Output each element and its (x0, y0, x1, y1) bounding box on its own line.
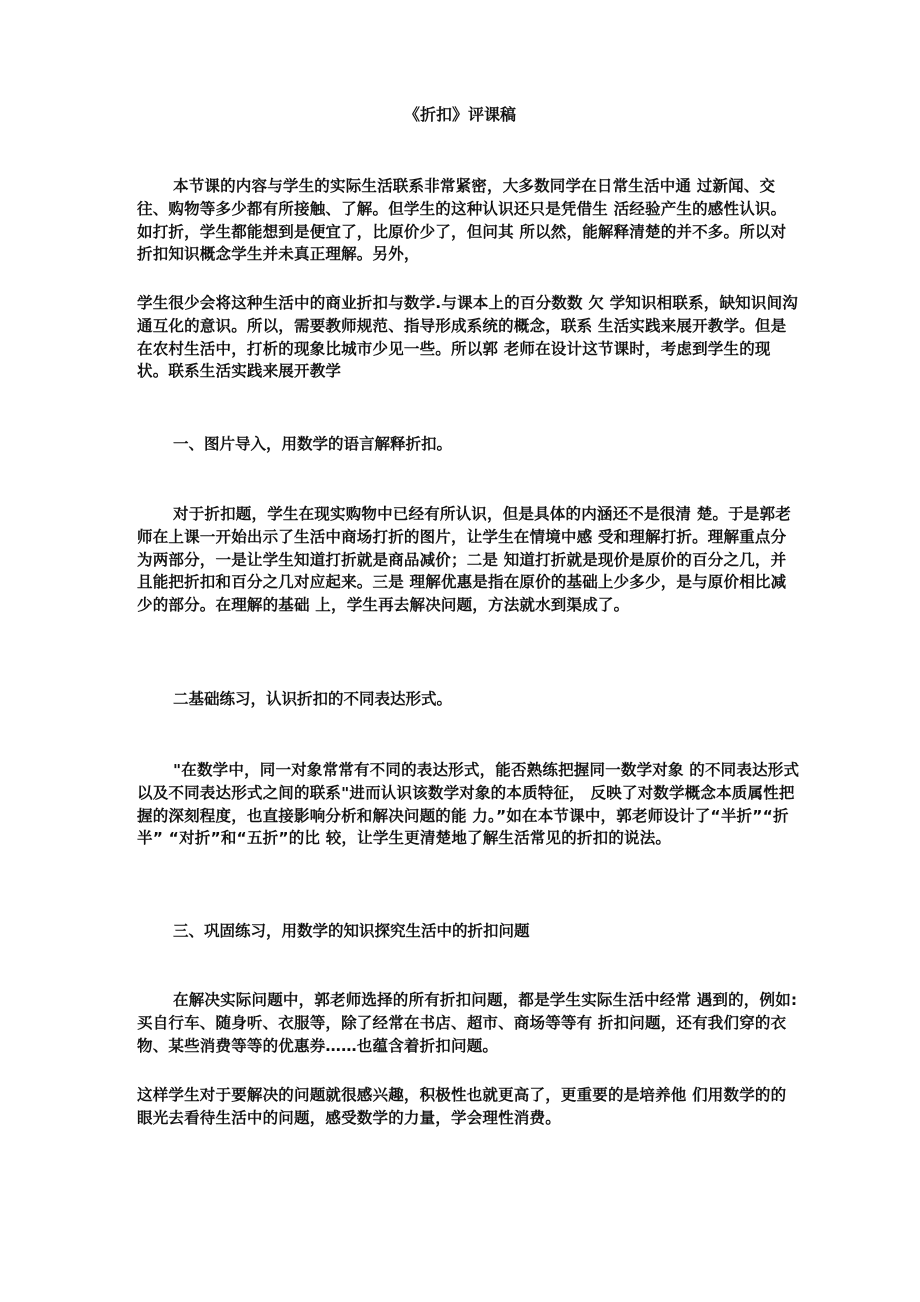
document-title: 《折扣》评课稿 (403, 105, 516, 124)
paragraph-section-1: 对于折扣题，学生在现实购物中已经有所认识，但是具体的内涵还不是很清 楚。于是郭老师在上课一开始出示了生活中商场打折的图片，让学生在情境中感 受和理解打折。理解重点分为两部分，一是让学生知道打折就是商品减价；二是 知道打折就是现价是原价的百分之几，并且能把折扣和百分之几对应起来。三是 理解优惠是指在原价的基础上少多少，是与原价相比减少的部分。在理解的基础 上，学生再去解决问题，方法就水到渠成了。 (137, 505, 791, 615)
paragraph-intro-continued: 学生很少会将这种生活中的商业折扣与数学.与课本上的百分数数 欠 学知识相联系，缺知识间沟通互化的意识。所以，需要教师规范、指导形成系统的概念，联系 生活实践来展开教学。但是在农村生活中，打析的现象比城市少见一些。所以郭 老师在设计这节课时，考虑到学生的现状。联系生活实践来展开教学 (137, 294, 798, 381)
paragraph-conclusion: 这样学生对于要解决的问题就很感兴趣，积极性也就更高了，更重要的是培养他 们用数学的的眼光去看待生活中的问题，感受数学的力量，学会理性消费。 (137, 1086, 787, 1127)
paragraph-section-2: "在数学中，同一对象常常有不同的表达形式，能否熟练把握同一数学对象 的不同表达形式以及不同表达形式之间的联系"进而认识该数学对象的本质特征， 反映了对数学概念本质属性把握的深刻程度，也直接影响分析和解决问题的能 力。”如在本节课中，郭老师设计了“半折”“折半” “对折”和“五折”的比 较，让学生更清楚地了解生活常见的折扣的说法。 (137, 761, 800, 848)
section-heading-3: 三、巩固练习，用数学的知识探究生活中的折扣问题 (173, 922, 530, 940)
paragraph-section-3: 在解决实际问题中，郭老师选择的所有折扣问题，都是学生实际生活中经常 遇到的，例如:买自行车、随身听、衣服等，除了经常在书店、超市、商场等等有 折扣问题，还有我们穿的衣物、某些消费等等的优惠券……也蕴含着折扣问题。 (137, 991, 798, 1055)
section-heading-2: 二基础练习，认识折扣的不同表达形式。 (173, 690, 453, 708)
paragraph-intro: 本节课的内容与学生的实际生活联系非常紧密，大多数同学在日常生活中通 过新闻、交往、购物等多少都有所接触、了解。但学生的这种认识还只是凭借生 活经验产生的感性认识。如打折，学生都能想到是便宜了，比原价少了，但问其 所以然，能解释清楚的并不多。所以对折扣知识概念学生并未真正理解。另外， (137, 177, 787, 264)
section-heading-1: 一、图片导入，用数学的语言解释折扣。 (173, 435, 453, 453)
